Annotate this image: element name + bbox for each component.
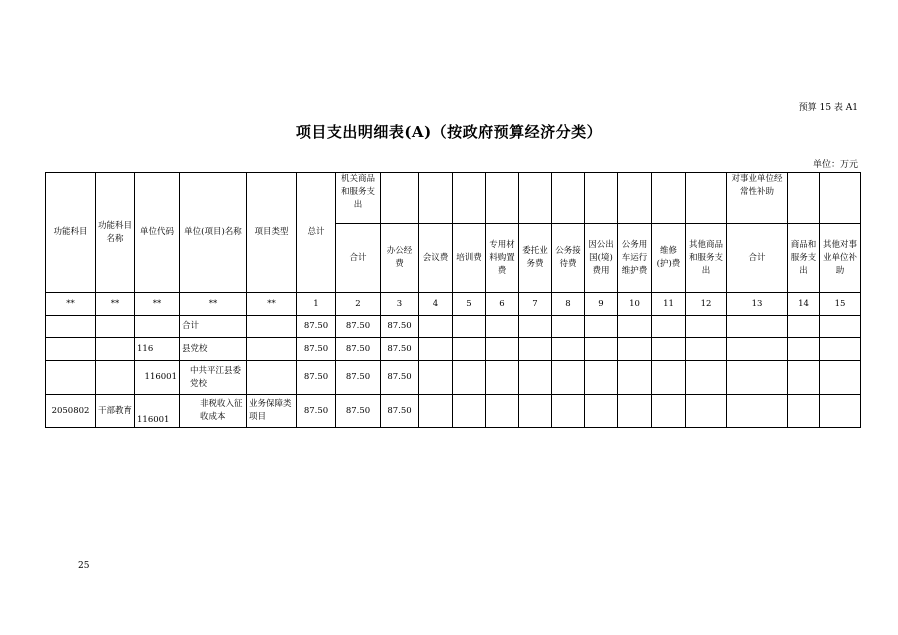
table-row [46, 338, 861, 361]
header-blank [381, 173, 419, 224]
cell-unit-code: 116001 [135, 395, 180, 428]
cell-empty [519, 361, 552, 395]
index-cell: 12 [686, 293, 727, 316]
cell-empty [486, 395, 519, 428]
cell-empty [486, 361, 519, 395]
header-blank [652, 173, 686, 224]
cell-empty [585, 361, 618, 395]
cell-unit-name: 县党校 [180, 338, 247, 361]
cell-office: 87.50 [381, 361, 419, 395]
header-special-materials: 专用材料购置费 [486, 224, 519, 293]
cell-empty [453, 338, 486, 361]
cell-empty [486, 338, 519, 361]
cell-project-type [247, 361, 297, 395]
index-cell: 8 [552, 293, 585, 316]
cell-sub-total: 87.50 [336, 395, 381, 428]
cell-total: 87.50 [297, 316, 336, 338]
cell-empty [820, 395, 861, 428]
cell-empty [618, 338, 652, 361]
header-training: 培训费 [453, 224, 486, 293]
cell-total: 87.50 [297, 361, 336, 395]
cell-empty [686, 361, 727, 395]
header-subsidy-goods: 商品和服务支出 [788, 224, 820, 293]
index-cell: 15 [820, 293, 861, 316]
cell-empty [652, 395, 686, 428]
header-row-1 [46, 173, 861, 224]
cell-empty [552, 338, 585, 361]
header-blank [820, 173, 861, 224]
table-row [46, 395, 861, 428]
cell-empty [552, 316, 585, 338]
table-row [46, 361, 861, 395]
table-code: 预算 15 表 A1 [798, 103, 858, 113]
cell-empty [820, 361, 861, 395]
unit-label: 单位：万元 [812, 160, 858, 170]
cell-empty [585, 316, 618, 338]
header-blank [486, 173, 519, 224]
header-meeting: 会议费 [419, 224, 453, 293]
cell-office: 87.50 [381, 316, 419, 338]
index-cell: ** [46, 293, 96, 316]
cell-empty [788, 338, 820, 361]
cell-empty [788, 316, 820, 338]
cell-unit-code [135, 316, 180, 338]
cell-empty [727, 316, 788, 338]
cell-empty [618, 316, 652, 338]
cell-unit-name: 合计 [180, 316, 247, 338]
index-cell: 9 [585, 293, 618, 316]
header-sub-total: 合计 [336, 224, 381, 293]
cell-func-subject-name [96, 338, 135, 361]
header-blank [453, 173, 486, 224]
header-blank [419, 173, 453, 224]
cell-sub-total: 87.50 [336, 338, 381, 361]
header-total: 总计 [297, 173, 336, 293]
index-cell: ** [180, 293, 247, 316]
cell-empty [727, 395, 788, 428]
header-func-subject: 功能科目 [46, 173, 96, 293]
index-cell: 11 [652, 293, 686, 316]
cell-empty [453, 361, 486, 395]
cell-empty [552, 395, 585, 428]
cell-empty [519, 338, 552, 361]
cell-office: 87.50 [381, 395, 419, 428]
cell-empty [788, 395, 820, 428]
header-subsidy-total: 合计 [727, 224, 788, 293]
index-cell: 6 [486, 293, 519, 316]
header-commissioned: 委托业务费 [519, 224, 552, 293]
header-maintenance: 维修(护)费 [652, 224, 686, 293]
cell-empty [453, 395, 486, 428]
cell-empty [788, 361, 820, 395]
cell-empty [727, 361, 788, 395]
index-cell: ** [135, 293, 180, 316]
cell-func-subject-name [96, 361, 135, 395]
cell-total: 87.50 [297, 395, 336, 428]
cell-empty [486, 316, 519, 338]
cell-empty [727, 338, 788, 361]
expenditure-table [45, 172, 861, 428]
header-blank [519, 173, 552, 224]
cell-project-type [247, 338, 297, 361]
cell-sub-total: 87.50 [336, 316, 381, 338]
header-other-goods: 其他商品和服务支出 [686, 224, 727, 293]
index-cell: 2 [336, 293, 381, 316]
header-blank [552, 173, 585, 224]
cell-empty [419, 338, 453, 361]
cell-empty [686, 338, 727, 361]
header-gov-goods-services: 机关商品和服务支出 [336, 173, 381, 224]
header-subsidy-other: 其他对事业单位补助 [820, 224, 861, 293]
cell-empty [519, 395, 552, 428]
cell-empty [686, 395, 727, 428]
cell-empty [618, 395, 652, 428]
header-vehicle: 公务用车运行维护费 [618, 224, 652, 293]
header-unit-name: 单位(项目)名称 [180, 173, 247, 293]
cell-unit-code: 116001 [135, 361, 180, 395]
cell-total: 87.50 [297, 338, 336, 361]
cell-unit-code: 116 [135, 338, 180, 361]
header-func-subject-name: 功能科目名称 [96, 173, 135, 293]
cell-empty [820, 338, 861, 361]
cell-empty [552, 361, 585, 395]
cell-empty [585, 395, 618, 428]
header-unit-code: 单位代码 [135, 173, 180, 293]
cell-unit-name: 非税收入征收成本 [180, 395, 247, 428]
cell-sub-total: 87.50 [336, 361, 381, 395]
cell-unit-name: 中共平江县委党校 [180, 361, 247, 395]
page-number: 25 [78, 561, 90, 571]
cell-office: 87.50 [381, 338, 419, 361]
index-cell: 7 [519, 293, 552, 316]
index-cell: ** [247, 293, 297, 316]
cell-empty [585, 338, 618, 361]
cell-empty [652, 316, 686, 338]
cell-func-subject [46, 361, 96, 395]
cell-empty [820, 316, 861, 338]
cell-func-subject-name [96, 316, 135, 338]
index-cell: 3 [381, 293, 419, 316]
header-blank [618, 173, 652, 224]
cell-empty [652, 338, 686, 361]
cell-project-type [247, 316, 297, 338]
cell-empty [419, 395, 453, 428]
header-overseas: 因公出国(境)费用 [585, 224, 618, 293]
page-title: 项目支出明细表(A)（按政府预算经济分类） [295, 123, 603, 141]
cell-empty [652, 361, 686, 395]
index-cell: ** [96, 293, 135, 316]
cell-empty [453, 316, 486, 338]
index-cell: 14 [788, 293, 820, 316]
cell-func-subject [46, 338, 96, 361]
table-row [46, 316, 861, 338]
cell-empty [519, 316, 552, 338]
index-cell: 10 [618, 293, 652, 316]
index-cell: 1 [297, 293, 336, 316]
header-subsidy-enterprises: 对事业单位经常性补助 [727, 173, 788, 224]
cell-project-type: 业务保障类项目 [247, 395, 297, 428]
cell-func-subject: 2050802 [46, 395, 96, 428]
cell-empty [618, 361, 652, 395]
index-cell: 13 [727, 293, 788, 316]
header-office: 办公经费 [381, 224, 419, 293]
cell-empty [419, 361, 453, 395]
header-project-type: 项目类型 [247, 173, 297, 293]
index-row [46, 293, 861, 316]
cell-func-subject-name: 干部教育 [96, 395, 135, 428]
index-cell: 4 [419, 293, 453, 316]
cell-empty [686, 316, 727, 338]
index-cell: 5 [453, 293, 486, 316]
header-blank [585, 173, 618, 224]
cell-func-subject [46, 316, 96, 338]
header-blank [686, 173, 727, 224]
header-reception: 公务接待费 [552, 224, 585, 293]
cell-empty [419, 316, 453, 338]
header-blank [788, 173, 820, 224]
